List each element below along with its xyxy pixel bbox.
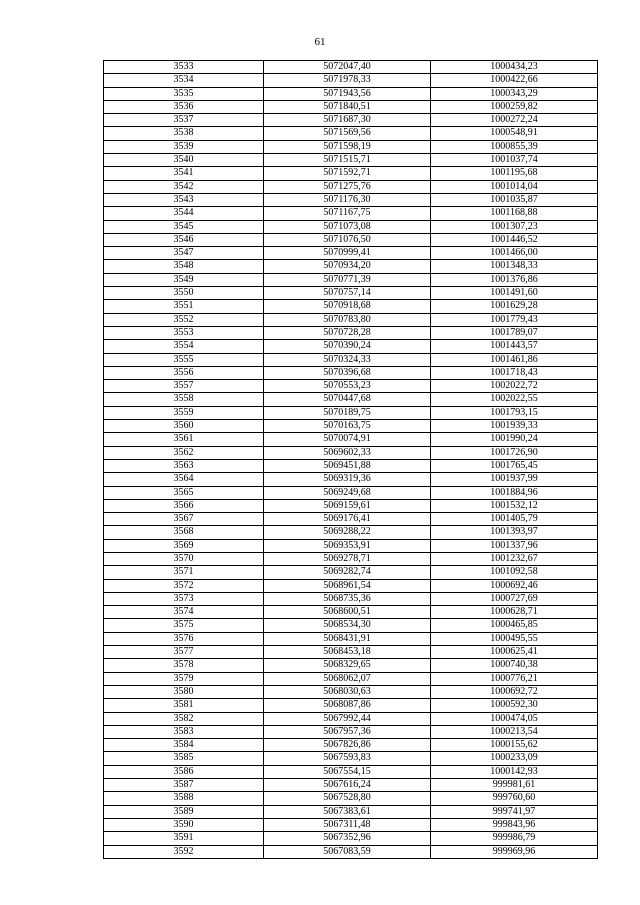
point-number-cell: 3587 xyxy=(104,779,264,792)
point-number-cell: 3543 xyxy=(104,193,264,206)
table-row xyxy=(104,845,598,858)
table-row xyxy=(104,154,598,167)
table-row xyxy=(104,140,598,153)
table-row xyxy=(104,805,598,818)
x-coordinate-cell: 5072047,40 xyxy=(264,61,431,74)
point-number-cell: 3545 xyxy=(104,220,264,233)
x-coordinate-cell: 5071515,71 xyxy=(264,154,431,167)
point-number-cell: 3576 xyxy=(104,632,264,645)
point-number-cell: 3577 xyxy=(104,646,264,659)
y-coordinate-cell: 1000692,72 xyxy=(431,685,598,698)
table-row xyxy=(104,167,598,180)
y-coordinate-cell: 1000155,62 xyxy=(431,739,598,752)
point-number-cell: 3557 xyxy=(104,380,264,393)
y-coordinate-cell: 1000233,09 xyxy=(431,752,598,765)
table-row xyxy=(104,606,598,619)
x-coordinate-cell: 5069353,91 xyxy=(264,539,431,552)
x-coordinate-cell: 5068453,18 xyxy=(264,646,431,659)
y-coordinate-cell: 1001461,86 xyxy=(431,353,598,366)
x-coordinate-cell: 5067616,24 xyxy=(264,779,431,792)
x-coordinate-cell: 5071167,75 xyxy=(264,207,431,220)
y-coordinate-cell: 1001765,45 xyxy=(431,459,598,472)
table-row xyxy=(104,725,598,738)
x-coordinate-cell: 5069282,74 xyxy=(264,566,431,579)
x-coordinate-cell: 5068431,91 xyxy=(264,632,431,645)
point-number-cell: 3582 xyxy=(104,712,264,725)
x-coordinate-cell: 5070757,14 xyxy=(264,287,431,300)
x-coordinate-cell: 5069451,88 xyxy=(264,459,431,472)
table-row xyxy=(104,672,598,685)
table-row xyxy=(104,699,598,712)
table-row xyxy=(104,486,598,499)
table-row xyxy=(104,459,598,472)
table-row xyxy=(104,220,598,233)
x-coordinate-cell: 5069288,22 xyxy=(264,526,431,539)
y-coordinate-cell: 1001990,24 xyxy=(431,433,598,446)
point-number-cell: 3560 xyxy=(104,420,264,433)
x-coordinate-cell: 5071592,71 xyxy=(264,167,431,180)
x-coordinate-cell: 5070999,41 xyxy=(264,247,431,260)
y-coordinate-cell: 1001037,74 xyxy=(431,154,598,167)
table-row xyxy=(104,832,598,845)
x-coordinate-cell: 5068030,63 xyxy=(264,685,431,698)
x-coordinate-cell: 5067554,15 xyxy=(264,765,431,778)
x-coordinate-cell: 5070390,24 xyxy=(264,340,431,353)
table-row xyxy=(104,473,598,486)
table-row xyxy=(104,273,598,286)
x-coordinate-cell: 5067311,48 xyxy=(264,818,431,831)
y-coordinate-cell: 1001348,33 xyxy=(431,260,598,273)
point-number-cell: 3573 xyxy=(104,592,264,605)
table-row xyxy=(104,792,598,805)
y-coordinate-cell: 1000272,24 xyxy=(431,114,598,127)
table-row xyxy=(104,380,598,393)
point-number-cell: 3541 xyxy=(104,167,264,180)
x-coordinate-cell: 5071943,56 xyxy=(264,87,431,100)
x-coordinate-cell: 5068735,36 xyxy=(264,592,431,605)
point-number-cell: 3534 xyxy=(104,74,264,87)
y-coordinate-cell: 1001446,52 xyxy=(431,233,598,246)
table-row xyxy=(104,287,598,300)
table-row xyxy=(104,193,598,206)
point-number-cell: 3554 xyxy=(104,340,264,353)
table-row xyxy=(104,646,598,659)
y-coordinate-cell: 1001168,88 xyxy=(431,207,598,220)
point-number-cell: 3542 xyxy=(104,180,264,193)
table-row xyxy=(104,61,598,74)
y-coordinate-cell: 1000776,21 xyxy=(431,672,598,685)
table-row xyxy=(104,366,598,379)
x-coordinate-cell: 5067957,36 xyxy=(264,725,431,738)
x-coordinate-cell: 5068062,07 xyxy=(264,672,431,685)
x-coordinate-cell: 5069278,71 xyxy=(264,552,431,565)
y-coordinate-cell: 1000628,71 xyxy=(431,606,598,619)
table-row xyxy=(104,353,598,366)
y-coordinate-cell: 1001718,43 xyxy=(431,366,598,379)
x-coordinate-cell: 5067352,96 xyxy=(264,832,431,845)
y-coordinate-cell: 1001195,68 xyxy=(431,167,598,180)
table-row xyxy=(104,340,598,353)
point-number-cell: 3567 xyxy=(104,513,264,526)
table-row xyxy=(104,818,598,831)
point-number-cell: 3564 xyxy=(104,473,264,486)
y-coordinate-cell: 1001337,96 xyxy=(431,539,598,552)
point-number-cell: 3548 xyxy=(104,260,264,273)
table-row xyxy=(104,765,598,778)
point-number-cell: 3578 xyxy=(104,659,264,672)
y-coordinate-cell: 1001443,57 xyxy=(431,340,598,353)
y-coordinate-cell: 1001532,12 xyxy=(431,499,598,512)
x-coordinate-cell: 5071275,76 xyxy=(264,180,431,193)
x-coordinate-cell: 5070553,23 xyxy=(264,380,431,393)
point-number-cell: 3558 xyxy=(104,393,264,406)
table-row xyxy=(104,632,598,645)
point-number-cell: 3588 xyxy=(104,792,264,805)
point-number-cell: 3555 xyxy=(104,353,264,366)
table-row xyxy=(104,539,598,552)
point-number-cell: 3589 xyxy=(104,805,264,818)
table-row xyxy=(104,74,598,87)
table-row xyxy=(104,579,598,592)
point-number-cell: 3544 xyxy=(104,207,264,220)
x-coordinate-cell: 5068600,51 xyxy=(264,606,431,619)
table-row xyxy=(104,100,598,113)
y-coordinate-cell: 1001307,23 xyxy=(431,220,598,233)
y-coordinate-cell: 1001405,79 xyxy=(431,513,598,526)
y-coordinate-cell: 1001466,00 xyxy=(431,247,598,260)
point-number-cell: 3540 xyxy=(104,154,264,167)
x-coordinate-cell: 5071687,30 xyxy=(264,114,431,127)
x-coordinate-cell: 5070324,33 xyxy=(264,353,431,366)
table-row xyxy=(104,300,598,313)
y-coordinate-cell: 999981,61 xyxy=(431,779,598,792)
x-coordinate-cell: 5071598,19 xyxy=(264,140,431,153)
x-coordinate-cell: 5071569,56 xyxy=(264,127,431,140)
table-row xyxy=(104,233,598,246)
y-coordinate-cell: 1000592,30 xyxy=(431,699,598,712)
table-row xyxy=(104,406,598,419)
x-coordinate-cell: 5070783,80 xyxy=(264,313,431,326)
x-coordinate-cell: 5070189,75 xyxy=(264,406,431,419)
x-coordinate-cell: 5068329,65 xyxy=(264,659,431,672)
y-coordinate-cell: 1001491,60 xyxy=(431,287,598,300)
y-coordinate-cell: 1000142,93 xyxy=(431,765,598,778)
table-row xyxy=(104,592,598,605)
point-number-cell: 3536 xyxy=(104,100,264,113)
y-coordinate-cell: 1000465,85 xyxy=(431,619,598,632)
x-coordinate-cell: 5067826,86 xyxy=(264,739,431,752)
y-coordinate-cell: 1000495,55 xyxy=(431,632,598,645)
table-row xyxy=(104,739,598,752)
y-coordinate-cell: 999741,97 xyxy=(431,805,598,818)
point-number-cell: 3585 xyxy=(104,752,264,765)
x-coordinate-cell: 5071978,33 xyxy=(264,74,431,87)
table-row xyxy=(104,393,598,406)
y-coordinate-cell: 1001393,97 xyxy=(431,526,598,539)
table-row xyxy=(104,180,598,193)
x-coordinate-cell: 5068961,54 xyxy=(264,579,431,592)
x-coordinate-cell: 5069319,36 xyxy=(264,473,431,486)
table-row xyxy=(104,779,598,792)
table-row xyxy=(104,326,598,339)
table-row xyxy=(104,566,598,579)
x-coordinate-cell: 5067992,44 xyxy=(264,712,431,725)
y-coordinate-cell: 1001014,04 xyxy=(431,180,598,193)
point-number-cell: 3553 xyxy=(104,326,264,339)
y-coordinate-cell: 999760,60 xyxy=(431,792,598,805)
table-row xyxy=(104,619,598,632)
y-coordinate-cell: 1000855,39 xyxy=(431,140,598,153)
point-number-cell: 3563 xyxy=(104,459,264,472)
point-number-cell: 3562 xyxy=(104,446,264,459)
point-number-cell: 3586 xyxy=(104,765,264,778)
y-coordinate-cell: 1001726,90 xyxy=(431,446,598,459)
x-coordinate-cell: 5070771,39 xyxy=(264,273,431,286)
table-row xyxy=(104,446,598,459)
x-coordinate-cell: 5070396,68 xyxy=(264,366,431,379)
coordinates-table xyxy=(103,60,598,859)
point-number-cell: 3583 xyxy=(104,725,264,738)
table-row xyxy=(104,114,598,127)
y-coordinate-cell: 1000259,82 xyxy=(431,100,598,113)
y-coordinate-cell: 1000727,69 xyxy=(431,592,598,605)
x-coordinate-cell: 5071076,50 xyxy=(264,233,431,246)
x-coordinate-cell: 5070728,28 xyxy=(264,326,431,339)
x-coordinate-cell: 5071840,51 xyxy=(264,100,431,113)
y-coordinate-cell: 1000474,05 xyxy=(431,712,598,725)
y-coordinate-cell: 1001092,58 xyxy=(431,566,598,579)
x-coordinate-cell: 5069159,61 xyxy=(264,499,431,512)
x-coordinate-cell: 5071176,30 xyxy=(264,193,431,206)
point-number-cell: 3569 xyxy=(104,539,264,552)
table-row xyxy=(104,313,598,326)
point-number-cell: 3590 xyxy=(104,818,264,831)
table-row xyxy=(104,247,598,260)
y-coordinate-cell: 1000692,46 xyxy=(431,579,598,592)
y-coordinate-cell: 1000422,66 xyxy=(431,74,598,87)
point-number-cell: 3537 xyxy=(104,114,264,127)
table-row xyxy=(104,659,598,672)
point-number-cell: 3547 xyxy=(104,247,264,260)
coordinates-table-body xyxy=(104,61,598,859)
x-coordinate-cell: 5068534,30 xyxy=(264,619,431,632)
table-row xyxy=(104,207,598,220)
y-coordinate-cell: 1000434,23 xyxy=(431,61,598,74)
table-row xyxy=(104,712,598,725)
y-coordinate-cell: 1000343,29 xyxy=(431,87,598,100)
point-number-cell: 3571 xyxy=(104,566,264,579)
x-coordinate-cell: 5069602,33 xyxy=(264,446,431,459)
point-number-cell: 3539 xyxy=(104,140,264,153)
y-coordinate-cell: 1000740,38 xyxy=(431,659,598,672)
y-coordinate-cell: 999843,96 xyxy=(431,818,598,831)
point-number-cell: 3575 xyxy=(104,619,264,632)
x-coordinate-cell: 5067383,61 xyxy=(264,805,431,818)
point-number-cell: 3565 xyxy=(104,486,264,499)
y-coordinate-cell: 1001779,43 xyxy=(431,313,598,326)
table-row xyxy=(104,526,598,539)
point-number-cell: 3546 xyxy=(104,233,264,246)
point-number-cell: 3570 xyxy=(104,552,264,565)
x-coordinate-cell: 5070934,20 xyxy=(264,260,431,273)
point-number-cell: 3584 xyxy=(104,739,264,752)
page-number: 61 xyxy=(314,36,326,48)
point-number-cell: 3556 xyxy=(104,366,264,379)
y-coordinate-cell: 1002022,72 xyxy=(431,380,598,393)
y-coordinate-cell: 1001629,28 xyxy=(431,300,598,313)
table-row xyxy=(104,513,598,526)
x-coordinate-cell: 5070918,68 xyxy=(264,300,431,313)
x-coordinate-cell: 5070447,68 xyxy=(264,393,431,406)
x-coordinate-cell: 5070163,75 xyxy=(264,420,431,433)
point-number-cell: 3559 xyxy=(104,406,264,419)
y-coordinate-cell: 1000548,91 xyxy=(431,127,598,140)
x-coordinate-cell: 5069176,41 xyxy=(264,513,431,526)
point-number-cell: 3592 xyxy=(104,845,264,858)
point-number-cell: 3549 xyxy=(104,273,264,286)
table-row xyxy=(104,752,598,765)
y-coordinate-cell: 999986,79 xyxy=(431,832,598,845)
y-coordinate-cell: 1002022,55 xyxy=(431,393,598,406)
point-number-cell: 3533 xyxy=(104,61,264,74)
table-row xyxy=(104,420,598,433)
point-number-cell: 3581 xyxy=(104,699,264,712)
point-number-cell: 3579 xyxy=(104,672,264,685)
x-coordinate-cell: 5069249,68 xyxy=(264,486,431,499)
y-coordinate-cell: 1001793,15 xyxy=(431,406,598,419)
table-row xyxy=(104,499,598,512)
y-coordinate-cell: 1000213,54 xyxy=(431,725,598,738)
table-row xyxy=(104,552,598,565)
point-number-cell: 3591 xyxy=(104,832,264,845)
table-row xyxy=(104,87,598,100)
point-number-cell: 3580 xyxy=(104,685,264,698)
y-coordinate-cell: 1001232,67 xyxy=(431,552,598,565)
y-coordinate-cell: 1001937,99 xyxy=(431,473,598,486)
table-row xyxy=(104,127,598,140)
y-coordinate-cell: 1001939,33 xyxy=(431,420,598,433)
point-number-cell: 3551 xyxy=(104,300,264,313)
point-number-cell: 3552 xyxy=(104,313,264,326)
x-coordinate-cell: 5071073,08 xyxy=(264,220,431,233)
y-coordinate-cell: 999969,96 xyxy=(431,845,598,858)
y-coordinate-cell: 1001884,96 xyxy=(431,486,598,499)
point-number-cell: 3574 xyxy=(104,606,264,619)
x-coordinate-cell: 5070074,91 xyxy=(264,433,431,446)
y-coordinate-cell: 1001376,86 xyxy=(431,273,598,286)
point-number-cell: 3561 xyxy=(104,433,264,446)
table-row xyxy=(104,685,598,698)
x-coordinate-cell: 5067083,59 xyxy=(264,845,431,858)
x-coordinate-cell: 5067528,80 xyxy=(264,792,431,805)
point-number-cell: 3566 xyxy=(104,499,264,512)
point-number-cell: 3535 xyxy=(104,87,264,100)
table-row xyxy=(104,260,598,273)
x-coordinate-cell: 5067593,83 xyxy=(264,752,431,765)
point-number-cell: 3550 xyxy=(104,287,264,300)
x-coordinate-cell: 5068087,86 xyxy=(264,699,431,712)
y-coordinate-cell: 1001035,87 xyxy=(431,193,598,206)
y-coordinate-cell: 1001789,07 xyxy=(431,326,598,339)
y-coordinate-cell: 1000625,41 xyxy=(431,646,598,659)
point-number-cell: 3568 xyxy=(104,526,264,539)
point-number-cell: 3538 xyxy=(104,127,264,140)
table-row xyxy=(104,433,598,446)
point-number-cell: 3572 xyxy=(104,579,264,592)
